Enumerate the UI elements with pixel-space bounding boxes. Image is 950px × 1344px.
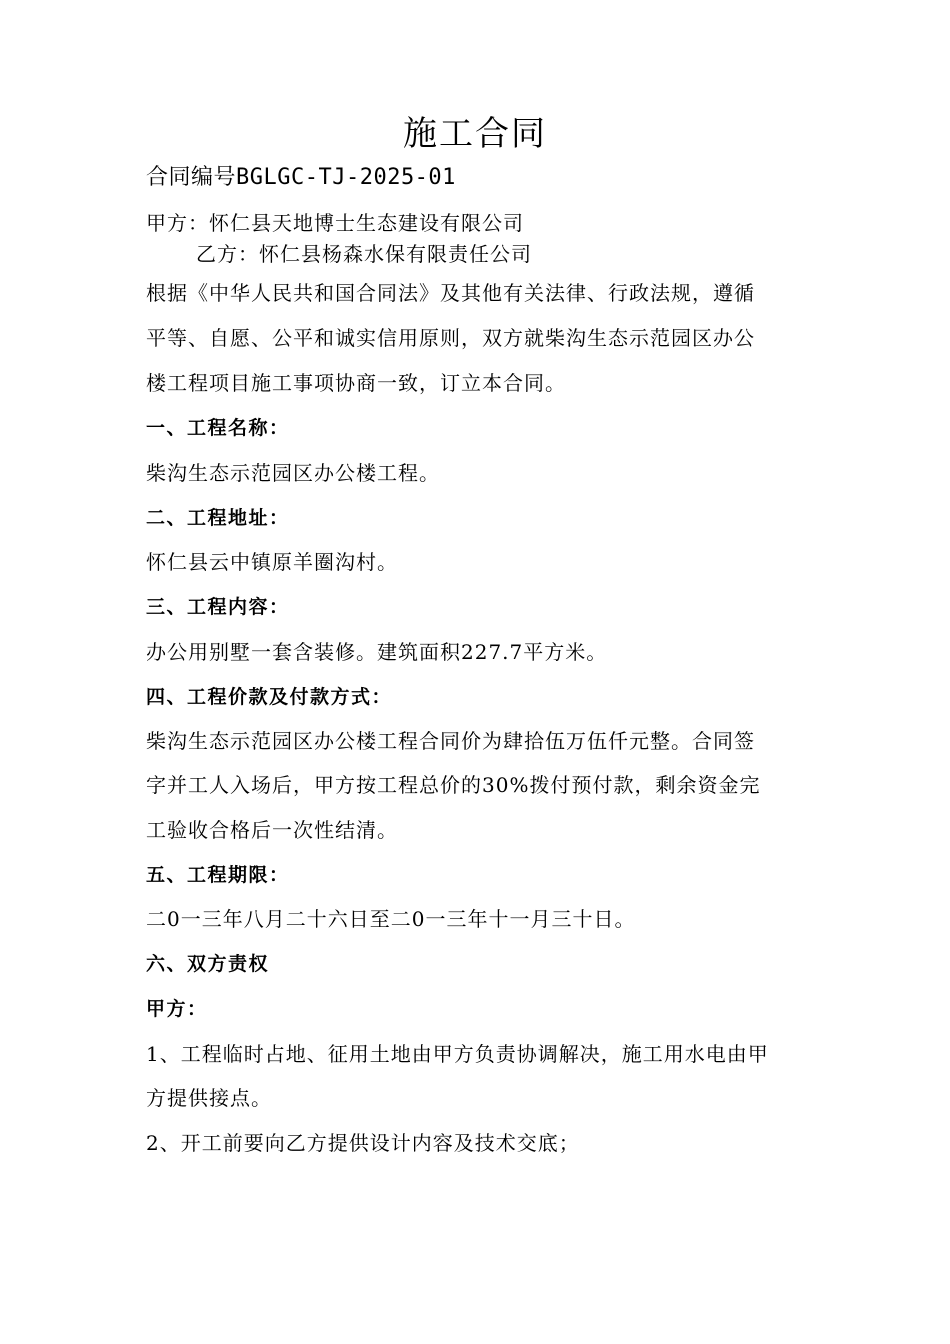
party-a-line: 甲方：怀仁县天地博士生态建设有限公司 xyxy=(146,211,524,235)
section-2-body: 怀仁县云中镇原羊圈沟村。 xyxy=(146,550,398,574)
section-4-body-line-1: 柴沟生态示范园区办公楼工程合同价为肆拾伍万伍仟元整。合同签 xyxy=(146,729,755,753)
section-3-body: 办公用别墅一套含装修。建筑面积227.7平方米。 xyxy=(146,640,608,664)
section-5-body: 二0一三年八月二十六日至二0一三年十一月三十日。 xyxy=(146,907,636,931)
intro-line-2: 平等、自愿、公平和诚实信用原则，双方就柴沟生态示范园区办公 xyxy=(146,326,755,350)
party-a-heading: 甲方： xyxy=(146,998,208,1020)
section-4-body-line-2: 字并工人入场后，甲方按工程总价的30%拨付预付款，剩余资金完 xyxy=(146,773,761,797)
section-1-body: 柴沟生态示范园区办公楼工程。 xyxy=(146,461,440,485)
item-1-line-2: 方提供接点。 xyxy=(146,1086,272,1110)
section-1-heading: 一、工程名称： xyxy=(146,417,290,439)
intro-line-3: 楼工程项目施工事项协商一致，订立本合同。 xyxy=(146,371,566,395)
item-1-line-1: 1、工程临时占地、征用土地由甲方负责协调解决，施工用水电由甲 xyxy=(146,1042,769,1066)
section-4-heading: 四、工程价款及付款方式： xyxy=(146,686,393,708)
section-2-heading: 二、工程地址： xyxy=(146,507,290,529)
contract-number: 合同编号BGLGC-TJ-2025-01 xyxy=(146,165,456,190)
item-2-line: 2、开工前要向乙方提供设计内容及技术交底； xyxy=(146,1131,580,1155)
section-3-heading: 三、工程内容： xyxy=(146,596,290,618)
party-b-line: 乙方：怀仁县杨森水保有限责任公司 xyxy=(196,242,532,266)
document-title: 施工合同 xyxy=(403,114,547,154)
intro-line-1: 根据《中华人民共和国合同法》及其他有关法律、行政法规，遵循 xyxy=(146,281,755,305)
section-6-heading: 六、双方责权 xyxy=(146,953,270,975)
section-4-body-line-3: 工验收合格后一次性结清。 xyxy=(146,818,398,842)
section-5-heading: 五、工程期限： xyxy=(146,864,290,886)
